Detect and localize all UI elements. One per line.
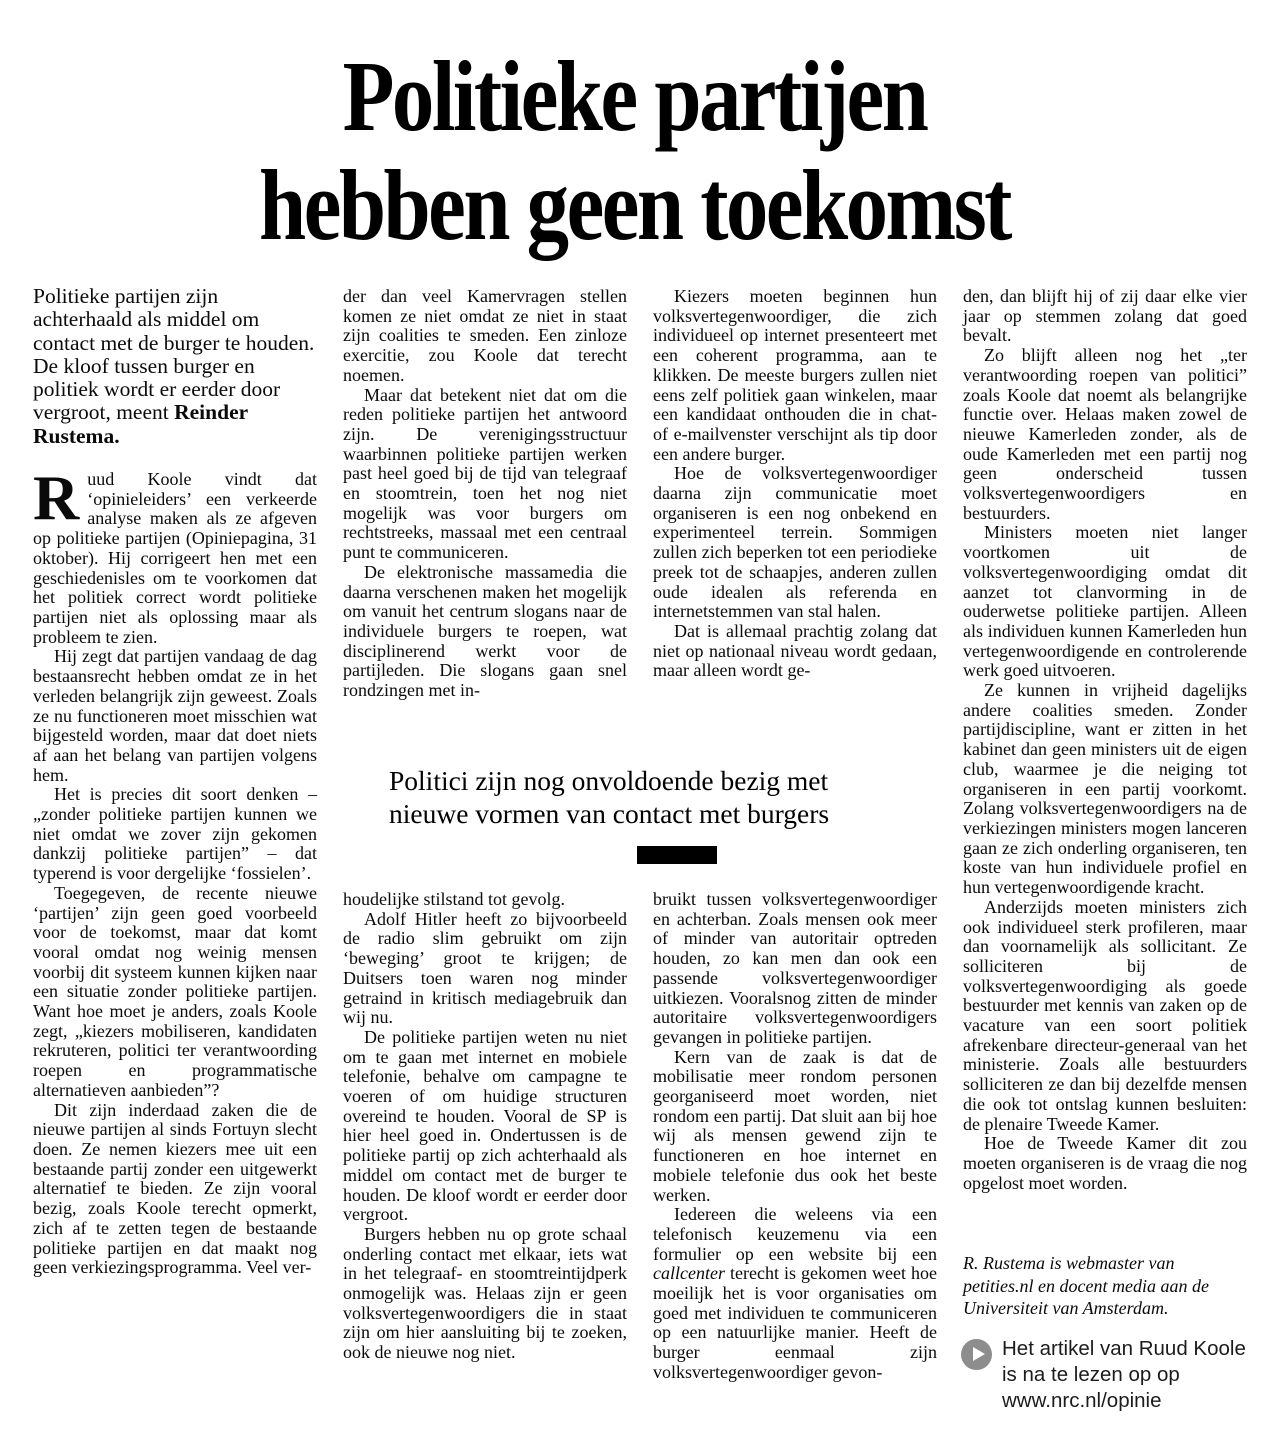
pull-quote-line-2: nieuwe vormen van contact met burgers <box>389 798 830 829</box>
drop-cap: R <box>33 462 80 534</box>
paragraph: Ze kunnen in vrijheid dagelijks andere coalities smeden. Zonder partijdiscipline, want er zitten in het kabinet dan geen ministers uit de eigen club, waarmee je die neiging tot organiseren in een partij voorkomt. Zolang volksvertegenwoordigers na de verkiezingen ministers mogen lanceren gaan ze zich onderling organiseren, ten koste van hun individuele profiel en hun vertegenwoordigende kracht. <box>963 680 1247 898</box>
paragraph: Het is precies dit soort denken – „zonder politieke partijen kunnen we niet omdat we zover zijn gekomen dankzij politieke partijen” – dat typerend is voor dergelijke ‘fossielen’. <box>33 784 317 884</box>
intro-text: Politieke partijen zijn achterhaald als middel om contact met de burger te houden. De kloof tussen burger en politiek wordt er eerder door vergroot, meent <box>33 284 315 425</box>
paragraph: Toegegeven, de recente nieuwe ‘partijen’ zijn geen goed voorbeeld voor de toekomst, maar dat komt vooral omdat nog weinig mensen voorbij dit systeem kunnen kijken naar een situatie zonder politieke partijen. Want hoe moet je anders, zoals Koole zegt, „kiezers mobiliseren, kandidaten rekruteren, politici ter verantwoording roepen en programmatische alternatieven aanbieden”? <box>33 882 317 1100</box>
paragraph-text: uud Koole vindt dat ‘opinieleiders’ een verkeerde analyse maken als ze afgeven op politieke partijen (Opiniepagina, 31 oktober). Hij corrigeert hen met een geschiedenisles om te voorkomen dat het politiek correct wordt politieke partijen niet als oplossing maar als probleem te zien. <box>33 469 317 647</box>
paragraph: Hoe de Tweede Kamer dit zou moeten organiseren is de vraag die nog opgelost moet worden. <box>963 1133 1247 1193</box>
column-2-lower <box>343 890 627 1363</box>
paragraph: Hij zegt dat partijen vandaag de dag bestaansrecht hebben omdat ze in het verleden belangrijk zijn geweest. Zoals ze nu functioneren moet misschien wat bijgesteld worden, maar dat doet niets af aan het belang van partijen volgens hem. <box>33 646 317 785</box>
column-3-lower <box>653 890 937 1383</box>
column-1-paragraphs <box>33 647 317 1278</box>
article-headline <box>0 42 1269 260</box>
intro-author: Reinder Rustema. <box>33 400 248 448</box>
paragraph: Hoe de volksvertegenwoordiger daarna zijn communicatie moet organiseren is een nog onbekend en experimenteel terrein. Sommigen zullen zich beperken tot een periodieke preek tot de schaapjes, anderen zullen oude idealen als referenda en internetstemmen van stal halen. <box>653 463 937 622</box>
paragraph <box>653 1205 937 1382</box>
article-reference <box>961 1336 1253 1414</box>
paragraph: Dit zijn inderdaad zaken die de nieuwe partijen al sinds Fortuyn slecht doen. Ze nemen kiezers mee uit een bestaande partij zonder een uitgewerkt alternatief te bieden. Ze zijn vooral bezig, zoals Koole terecht opmerkt, zich af te zetten tegen de bestaande politieke partijen en dat maakt nog geen verkiezingsprogramma. Veel ver- <box>33 1099 317 1278</box>
quote-divider-box <box>637 846 717 864</box>
paragraph: Adolf Hitler heeft zo bijvoorbeeld de radio slim gebruikt om zijn ‘beweging’ groot te krijgen; de Duitsers toen waren nog minder getraind in kritisch mediagebruik dan wij nu. <box>343 908 627 1028</box>
paragraph-text: Iedereen die weleens via een telefonisch keuzemenu via een formulier op een website bij een <box>653 1204 937 1264</box>
column-1 <box>33 285 317 1278</box>
column-4 <box>963 287 1247 1193</box>
headline-line-2: hebben geen toekomst <box>259 149 1010 261</box>
pull-quote-line-1: Politici zijn nog onvoldoende bezig met <box>389 765 829 796</box>
headline-line-1: Politieke partijen <box>342 40 927 152</box>
paragraph: De elektronische massamedia die daarna verschenen maken het mogelijk om vanuit het centrum slogans naar de individuele burgers te roepen, wat disciplinerend werkt voor de partijleden. Die slogans gaan snel rondzingen met in- <box>343 561 627 701</box>
column-2-upper <box>343 287 627 701</box>
callcenter-italic: callcenter <box>653 1263 725 1284</box>
paragraph: Kiezers moeten beginnen hun volksvertegenwoordiger, die zich individueel op internet presenteert met een coherent programma, aan te klikken. De meeste burgers zullen niet eens zelf politiek gaan winkelen, maar een kandidaat onthouden die in chat- of e-mailvenster verschijnt als tip door een andere burger. <box>653 286 937 464</box>
intro-paragraph <box>33 285 317 448</box>
author-bio: R. Rustema is webmaster van petities.nl en docent media aan de Universiteit van Amsterdam. <box>963 1253 1209 1318</box>
paragraph: der dan veel Kamervragen stellen komen ze niet omdat ze niet in staat zijn coalities te smeden. Een zinloze exercitie, zou Koole dat terecht noemen. <box>343 286 627 385</box>
paragraph: Ministers moeten niet langer voortkomen uit de volksvertegenwoordiging omdat dit aanzet tot clanvorming in de ouderwetse politieke partijen. Alleen als individuen kunnen Kamerleden hun vertegenwoordigende en controlerende werk goed uitvoeren. <box>963 522 1247 681</box>
paragraph-text: terecht is gekomen weet hoe moeilijk het is voor organisaties om goed met individuen te communiceren op een natuurlijke manier. Heeft de burger eenmaal zijn volksvertegenwoordiger gevon- <box>653 1263 937 1382</box>
pull-quote <box>343 764 935 864</box>
paragraph: Anderzijds moeten ministers zich ook individueel sterk profileren, maar dan voornamelijk als sollicitant. Ze solliciteren bij de volksvertegenwoordiging als goede bestuurder met kennis van zaken op de vacature van een soort politiek afrekenbare directeur-generaal van het ministerie. Zoals alle bestuurders solliciteren ze dan bij dezelfde mensen die ook tot ontslag kunnen besluiten: de plenaire Tweede Kamer. <box>963 896 1247 1134</box>
paragraph: houdelijke stilstand tot gevolg. <box>343 889 565 909</box>
paragraph <box>33 462 317 647</box>
paragraph: Dat is allemaal prachtig zolang dat niet op nationaal niveau wordt gedaan, maar alleen wordt ge- <box>653 620 937 681</box>
reference-text: Het artikel van Ruud Koole is na te lezen op op www.nrc.nl/opinie <box>1002 1337 1246 1412</box>
paragraph: Burgers hebben nu op grote schaal onderling contact met elkaar, iets wat in het telegraaf- en stoomtreintijdperk onmogelijk was. Helaas zijn er geen volksvertegenwoordigers die in staat zijn om hier aansluiting bij te zoeken, ook de nieuwe nog niet. <box>343 1223 627 1363</box>
paragraph: Zo blijft alleen nog het „ter verantwoording roepen van politici” zoals Koole dat noemt als belangrijke functie over. Helaas maken zowel de nieuwe Kamerleden zonder, als de oude Kamerleden met een partij nog geen onderscheid tussen volksvertegenwoordigers en bestuurders. <box>963 345 1247 523</box>
column-3-lower-paragraphs <box>653 890 937 1205</box>
paragraph: Kern van de zaak is dat de mobilisatie meer rondom personen georganiseerd moet worden, niet rondom een partij. Dat sluit aan bij hoe wij als mensen gewend zijn te functioneren en hoe internet en mobiele telefonie dus ook het beste werken. <box>653 1046 937 1205</box>
paragraph: den, dan blijft hij of zij daar elke vier jaar op stemmen zolang dat goed bevalt. <box>963 286 1247 346</box>
body-start <box>33 462 317 647</box>
column-3-upper <box>653 287 937 681</box>
paragraph: Maar dat betekent niet dat om die reden politieke partijen het antwoord zijn. De verenigingsstructuur waarbinnen politieke partijen werken past heel goed bij de tijd van telegraaf en stoomtrein, toen het nog niet mogelijk was voor burgers om rechtstreeks, massaal met een centraal punt te communiceren. <box>343 384 627 563</box>
paragraph: De politieke partijen weten nu niet om te gaan met internet en mobiele telefonie, behalve om campagne te voeren of om huidige structuren overeind te houden. Vooral de SP is hier heel goed in. Ondertussen is de politieke partij op zich achterhaald als middel om contact met de burger te houden. De kloof wordt er eerder door vergroot. <box>343 1026 627 1225</box>
play-icon <box>961 1339 992 1370</box>
paragraph: bruikt tussen volksvertegenwoordiger en achterban. Zoals mensen ook meer of minder van autoritair optreden houden, zo kan men dan ook een passende volksvertegenwoordiger uitkiezen. Vooralsnog zitten de minder autoritaire volksvertegenwoordigers gevangen in politieke partijen. <box>653 889 937 1047</box>
